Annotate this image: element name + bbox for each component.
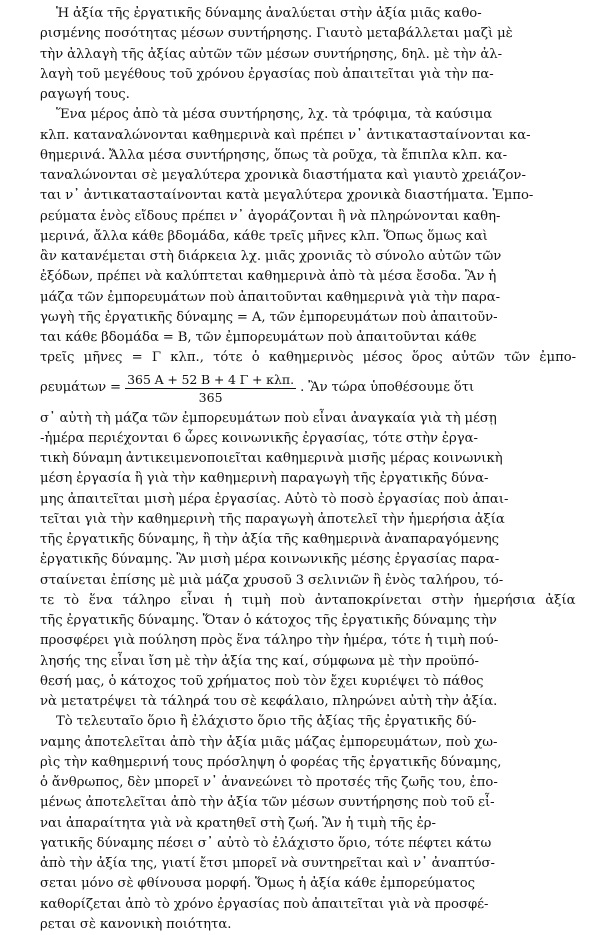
text-line: θημερινά. Ἄλλα μέσα συντήρησης, ὅπως τὰ ροῦχα, τὰ ἔπιπλα κλπ. κα- (40, 147, 508, 163)
fraction-denominator: 365 (198, 389, 223, 405)
text-line: μέση ἐργασία ἢ γιὰ τὴν καθημερινὴ παραγωγὴ τῆς ἐργατικῆς δύνα- (40, 471, 489, 487)
text-line: τῆς ἐργατικῆς δύναμης. Ὅταν ὁ κάτοχος τῆς ἐργατικῆς δύναμης τὴν (40, 613, 497, 628)
text-line: ἀπὸ τὴν ἀξία της, γιατί ἔτσι μπορεῖ νὰ συντηρεῖται καὶ ν᾽ ἀναπτύσ- (40, 856, 495, 871)
text-line: ραγωγή τους. (40, 87, 130, 102)
text-line: μάζα τῶν ἐμπορευμάτων ποὺ ἀπαιτοῦνται καθημερινὰ γιὰ τὴν παρα- (40, 289, 501, 305)
text-line: σεται μόνο σὲ φθίνουσα μορφή. Ὅμως ἡ ἀξία κάθε ἐμπορεύματος (40, 876, 476, 892)
text-line: Ἕνα μέρος ἀπὸ τὰ μέσα συντήρησης, λχ. τὰ τρόφιμα, τὰ καύσιμα (56, 107, 493, 123)
equation-line (40, 369, 576, 409)
text-line: ἂν κατανέμεται στὴ διάρκεια λχ. μιᾶς χρονιᾶς τὸ σύνολο αὐτῶν τῶν (40, 249, 502, 264)
paragraph-3 (40, 712, 576, 935)
text-line: σ᾽ αὐτὴ τὴ μάζα τῶν ἐμπορευμάτων ποὺ εἶναι ἀναγκαία γιὰ τὴ μέσῃ (40, 410, 497, 426)
text-line: τῆς ἐργατικῆς δύναμης, ἢ τὴν ἀξία τῆς καθημερινὰ ἀναπαραγόμενης (40, 532, 500, 547)
text-line: γωγὴ τῆς ἐργατικῆς δύναμης = A, τῶν ἐμπορευμάτων ποὺ ἀπαιτοῦν- (40, 309, 498, 325)
text-line: τὴν ἀλλαγὴ τῆς ἀξίας αὐτῶν τῶν μέσων συντήρησης, δηλ. μὲ τὴν ἀλ- (40, 46, 503, 62)
text-line: ται ν᾽ ἀντικατασταίνονται κατὰ μεγαλύτερα χρονικὰ διαστήματα. Ἐμπο- (40, 188, 534, 204)
fraction (125, 372, 296, 406)
text-line: ἐργατικῆς δύναμης. Ἂν μισὴ μέρα κοινωνικῆς μέσης ἐργασίας παρα- (40, 552, 500, 568)
text-line: καθορίζεται ἀπὸ τὸ χρόνο ἐργασίας ποὺ ἀπαιτεῖται γιὰ νὰ προσφέ- (40, 896, 489, 912)
equation-lead: ρευμάτων = (40, 380, 122, 396)
text-line: ὁ ἄνθρωπος, δὲν μπορεῖ ν᾽ ἀνανεώνει τὸ προτσές τῆς ζωῆς του, ἑπο- (40, 775, 498, 790)
text-line: νὰ μετατρέψει τὰ τάληρά του σὲ κεφάλαιο, πληρώνει αὐτὴ τὴν ἀξία. (40, 694, 498, 709)
fraction-numerator: 365 A + 52 B + 4 Γ + κλπ. (127, 371, 295, 387)
text-line: ρὶς τὴν καθημερινή τους πρόσληψη ὁ φορέας τῆς ἐργατικῆς δύναμης, (40, 754, 502, 770)
text-line: προσφέρει γιὰ πούληση πρὸς ἕνα τάληρο τὴν ἡμέρα, τότε ἡ τιμὴ πού- (40, 633, 499, 649)
text-line: τικὴ δύναμη ἀντικειμενοποιεῖται καθημερινὰ μισῆς μέρας κοινωνικὴ (40, 451, 503, 466)
text-line: μένως ἀποτελεῖται ἀπὸ τὴν ἀξία τῶν μέσων συντήρησης ποὺ τοῦ εἶ- (40, 795, 495, 811)
text-line: -ἡμέρα περιέχονται 6 ὧρες κοινωνικῆς ἐργασίας, τότε στὴν ἐργα- (40, 430, 479, 446)
text-line: λαγὴ τοῦ μεγέθους τοῦ χρόνου ἐργασίας ποὺ ἀπαιτεῖται γιὰ τὴν πα- (40, 66, 494, 82)
text-line: τεῖται γιὰ τὴν καθημερινὴ τῆς παραγωγὴ ἀποτελεῖ τὴν ἡμερήσια ἀξία (40, 511, 505, 527)
text-line: Ἡ ἀξία τῆς ἐργατικῆς δύναμης ἀναλύεται στὴν ἀξία μιᾶς καθο- (56, 6, 482, 21)
text-line: τε τὸ ἕνα τάληρο εἶναι ἡ τιμὴ ποὺ ἀνταποκρίνεται στὴν ἡμερήσια ἀξία (40, 592, 576, 608)
text-line: ρεται σὲ κανονικὴ ποιότητα. (40, 916, 232, 932)
text-line: ταναλώνονται σὲ μεγαλύτερα χρονικὰ διαστήματα καὶ γιαυτὸ χρειάζον- (40, 168, 526, 183)
text-line: ναμης ἀποτελεῖται ἀπὸ τὴν ἀξία μιᾶς μάζας ἐμπορευμάτων, ποὺ χω- (40, 734, 498, 750)
text-line: μης ἀπαιτεῖται μισὴ μέρα ἐργασίας. Αὐτὸ τὸ ποσὸ ἐργασίας ποὺ ἀπαι- (40, 491, 509, 507)
text-line: τρεῖς μῆνες = Γ κλπ., τότε ὁ καθημερινὸς μέσος ὅρος αὐτῶν τῶν ἐμπο- (40, 350, 577, 366)
paragraph-1 (40, 4, 576, 105)
paragraph-2 (40, 105, 576, 712)
text-line: κλπ. καταναλώνονται καθημερινὰ καὶ πρέπει ν᾽ ἀντικατασταίνονται κα- (40, 127, 531, 143)
text-line: λησής της εἶναι ἴση μὲ τὴν ἀξία της καί, σύμφωνα μὲ τὴν προϋπό- (40, 653, 479, 669)
text-line: γατικῆς δύναμης πέσει σ᾽ αὐτὸ τὸ ἐλάχιστο ὅριο, τότε πέφτει κάτω (40, 835, 492, 851)
text-line: ρεύματα ἑνὸς εἴδους πρέπει ν᾽ ἀγοράζονται ἢ νὰ πληρώνονται καθη- (40, 208, 501, 224)
text-line: ναι ἀπαραίτητα γιὰ νὰ κρατηθεῖ στὴ ζωή. Ἂν ἡ τιμὴ τῆς ἐρ- (40, 815, 436, 831)
text-line: Τὸ τελευταῖο ὅριο ἢ ἐλάχιστο ὅριο τῆς ἀξίας τῆς ἐργατικῆς δύ- (56, 714, 477, 730)
text-line: σταίνεται ἐπίσης μὲ μιὰ μάζα χρυσοῦ 3 σελινιῶν ἢ ἑνὸς ταλήρου, τό- (40, 572, 504, 588)
text-line: ἐξόδων, πρέπει νὰ καλύπτεται καθημερινὰ ἀπὸ τὰ μέσα ἔσοδα. Ἂν ἡ (40, 269, 497, 285)
equation-tail: . Ἂν τώρα ὑποθέσουμε ὅτι (300, 380, 475, 396)
text-line: ται κάθε βδομάδα = B, τῶν ἐμπορευμάτων ποὺ ἀπαιτοῦνται κάθε (40, 330, 477, 345)
text-line: μερινά, ἄλλα κάθε βδομάδα, κάθε τρεῖς μῆνες κλπ. Ὅπως ὅμως καὶ (40, 228, 488, 244)
text-line: ρισμένης ποσότητας μέσων συντήρησης. Γιαυτὸ μεταβάλλεται μαζὶ μὲ (40, 26, 513, 42)
text-line: θεσή μας, ὁ κάτοχος τοῦ χρήματος ποὺ τὸν ἔχει κυριέψει τὸ πάθος (40, 673, 484, 689)
